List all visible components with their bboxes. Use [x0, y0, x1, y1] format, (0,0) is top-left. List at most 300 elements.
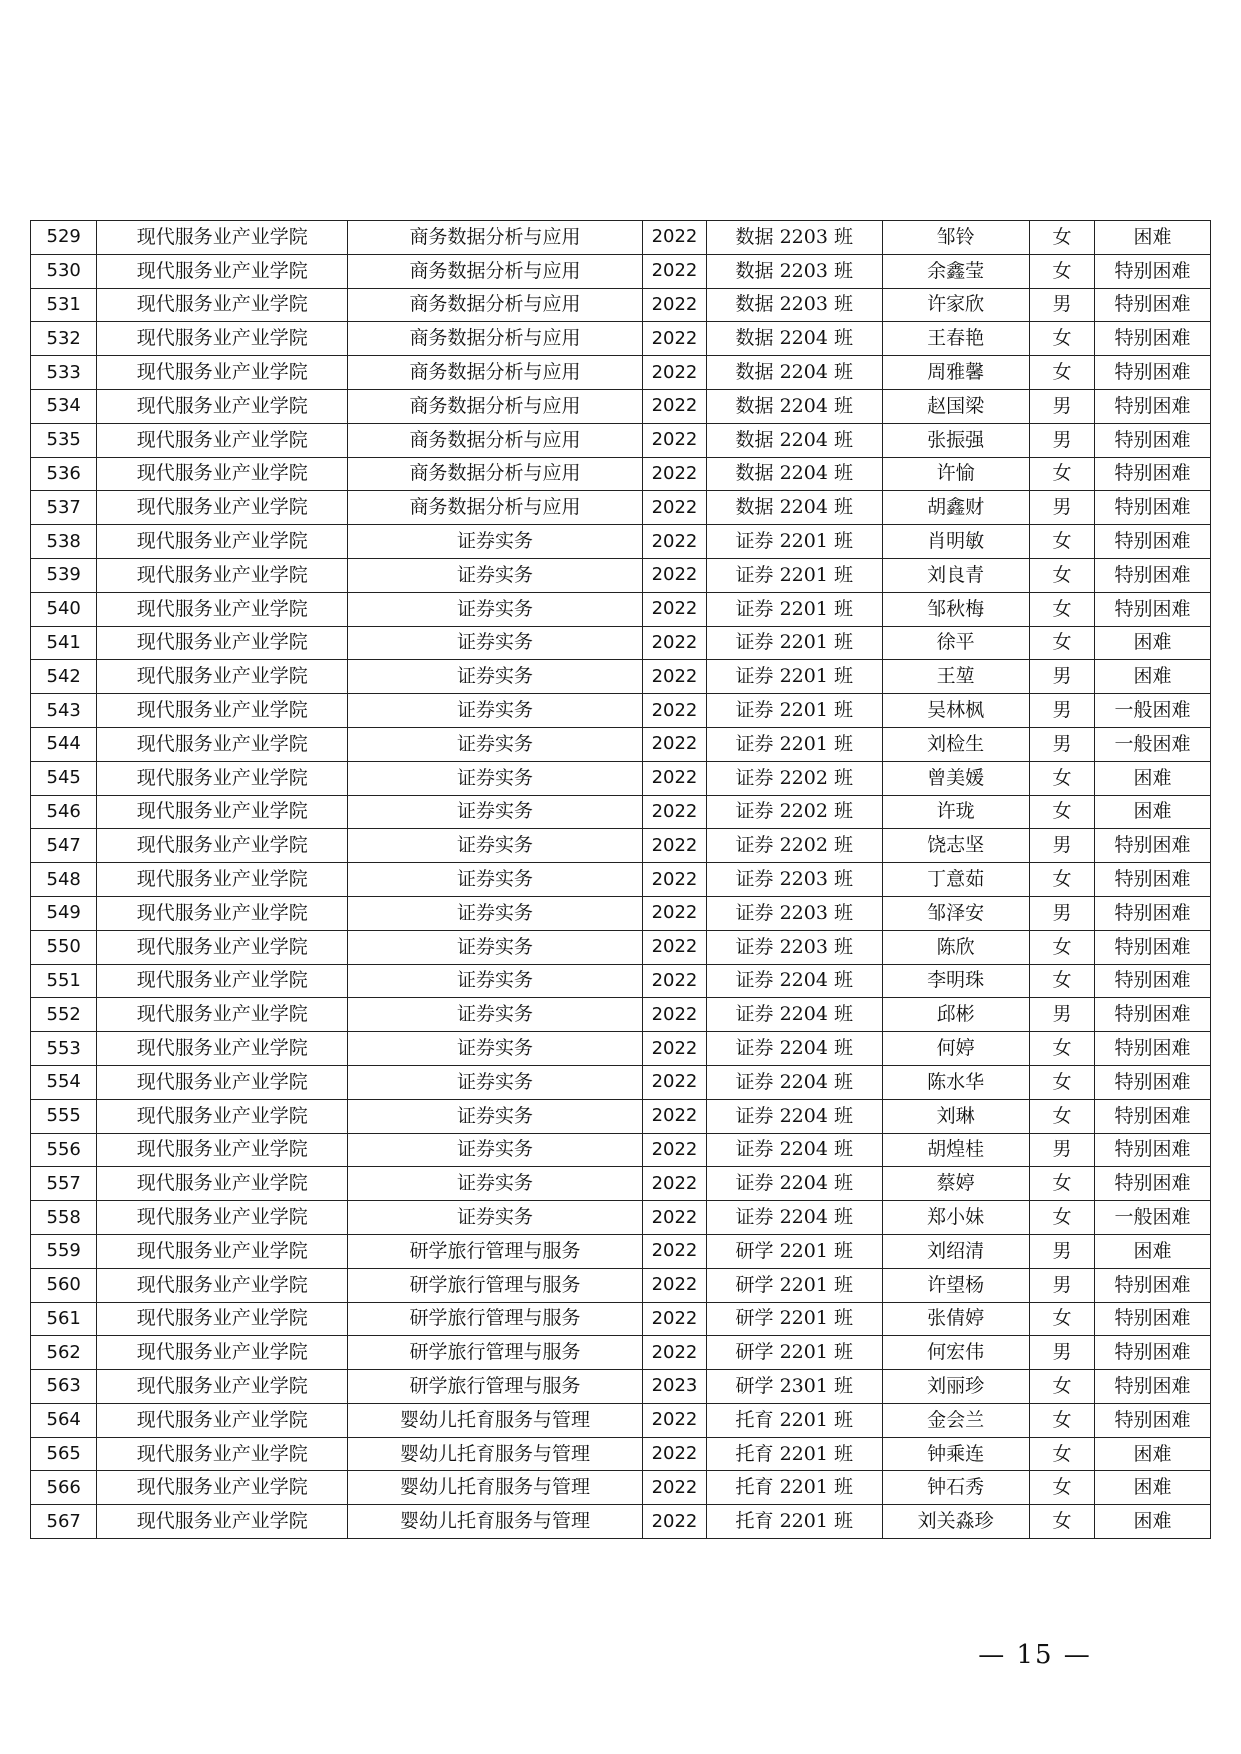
student-name-cell: 钟石秀	[882, 1471, 1029, 1505]
hardship-level-cell: 特别困难	[1095, 1336, 1211, 1370]
major-cell: 证券实务	[348, 930, 643, 964]
hardship-level-cell: 特别困难	[1095, 1403, 1211, 1437]
seq-number-cell: 531	[31, 288, 97, 322]
college-cell: 现代服务业产业学院	[97, 288, 348, 322]
class-cell: 证券 2203 班	[707, 863, 882, 897]
gender-cell: 男	[1029, 896, 1094, 930]
seq-number-cell: 534	[31, 389, 97, 423]
major-cell: 证券实务	[348, 795, 643, 829]
college-cell: 现代服务业产业学院	[97, 998, 348, 1032]
table-row	[31, 863, 1211, 897]
grade-cell: 2022	[642, 1505, 706, 1539]
class-cell: 证券 2203 班	[707, 896, 882, 930]
table-row	[31, 727, 1211, 761]
class-cell: 托育 2201 班	[707, 1437, 882, 1471]
major-cell: 证券实务	[348, 727, 643, 761]
seq-number-cell: 547	[31, 829, 97, 863]
gender-cell: 男	[1029, 829, 1094, 863]
student-name-cell: 赵国梁	[882, 389, 1029, 423]
hardship-level-cell: 一般困难	[1095, 694, 1211, 728]
grade-cell: 2022	[642, 254, 706, 288]
grade-cell: 2022	[642, 795, 706, 829]
class-cell: 证券 2201 班	[707, 525, 882, 559]
gender-cell: 女	[1029, 1065, 1094, 1099]
college-cell: 现代服务业产业学院	[97, 863, 348, 897]
student-name-cell: 徐平	[882, 626, 1029, 660]
class-cell: 证券 2204 班	[707, 1133, 882, 1167]
major-cell: 商务数据分析与应用	[348, 423, 643, 457]
gender-cell: 女	[1029, 1437, 1094, 1471]
college-cell: 现代服务业产业学院	[97, 1234, 348, 1268]
student-name-cell: 周雅馨	[882, 356, 1029, 390]
college-cell: 现代服务业产业学院	[97, 1065, 348, 1099]
table-row	[31, 288, 1211, 322]
hardship-level-cell: 一般困难	[1095, 1201, 1211, 1235]
gender-cell: 女	[1029, 592, 1094, 626]
college-cell: 现代服务业产业学院	[97, 221, 348, 255]
major-cell: 证券实务	[348, 1032, 643, 1066]
class-cell: 证券 2204 班	[707, 1065, 882, 1099]
class-cell: 托育 2201 班	[707, 1403, 882, 1437]
student-name-cell: 王堃	[882, 660, 1029, 694]
grade-cell: 2022	[642, 558, 706, 592]
table-row	[31, 1403, 1211, 1437]
gender-cell: 男	[1029, 694, 1094, 728]
student-name-cell: 余鑫莹	[882, 254, 1029, 288]
college-cell: 现代服务业产业学院	[97, 694, 348, 728]
gender-cell: 女	[1029, 221, 1094, 255]
table-row	[31, 1234, 1211, 1268]
grade-cell: 2022	[642, 491, 706, 525]
grade-cell: 2022	[642, 727, 706, 761]
gender-cell: 女	[1029, 1201, 1094, 1235]
seq-number-cell: 559	[31, 1234, 97, 1268]
grade-cell: 2022	[642, 1099, 706, 1133]
hardship-level-cell: 特别困难	[1095, 389, 1211, 423]
college-cell: 现代服务业产业学院	[97, 592, 348, 626]
grade-cell: 2022	[642, 626, 706, 660]
hardship-level-cell: 特别困难	[1095, 1268, 1211, 1302]
grade-cell: 2022	[642, 525, 706, 559]
seq-number-cell: 562	[31, 1336, 97, 1370]
hardship-level-cell: 特别困难	[1095, 592, 1211, 626]
grade-cell: 2022	[642, 356, 706, 390]
seq-number-cell: 553	[31, 1032, 97, 1066]
class-cell: 证券 2201 班	[707, 626, 882, 660]
table-row	[31, 1370, 1211, 1404]
class-cell: 数据 2204 班	[707, 457, 882, 491]
college-cell: 现代服务业产业学院	[97, 896, 348, 930]
hardship-level-cell: 特别困难	[1095, 423, 1211, 457]
gender-cell: 女	[1029, 1370, 1094, 1404]
student-name-cell: 张倩婷	[882, 1302, 1029, 1336]
class-cell: 数据 2204 班	[707, 423, 882, 457]
college-cell: 现代服务业产业学院	[97, 727, 348, 761]
table-row	[31, 356, 1211, 390]
gender-cell: 女	[1029, 863, 1094, 897]
gender-cell: 男	[1029, 423, 1094, 457]
hardship-level-cell: 特别困难	[1095, 457, 1211, 491]
student-roster-table	[30, 220, 1211, 1539]
major-cell: 证券实务	[348, 1201, 643, 1235]
grade-cell: 2023	[642, 1370, 706, 1404]
student-name-cell: 李明珠	[882, 964, 1029, 998]
hardship-level-cell: 特别困难	[1095, 998, 1211, 1032]
major-cell: 证券实务	[348, 863, 643, 897]
gender-cell: 男	[1029, 288, 1094, 322]
hardship-level-cell: 特别困难	[1095, 1065, 1211, 1099]
table-row	[31, 322, 1211, 356]
student-name-cell: 刘良青	[882, 558, 1029, 592]
hardship-level-cell: 特别困难	[1095, 964, 1211, 998]
grade-cell: 2022	[642, 288, 706, 322]
seq-number-cell: 556	[31, 1133, 97, 1167]
grade-cell: 2022	[642, 660, 706, 694]
table-row	[31, 1302, 1211, 1336]
hardship-level-cell: 特别困难	[1095, 930, 1211, 964]
college-cell: 现代服务业产业学院	[97, 1370, 348, 1404]
page-number: — 15 —	[978, 1640, 1092, 1670]
gender-cell: 男	[1029, 491, 1094, 525]
college-cell: 现代服务业产业学院	[97, 1437, 348, 1471]
student-name-cell: 陈水华	[882, 1065, 1029, 1099]
college-cell: 现代服务业产业学院	[97, 1167, 348, 1201]
seq-number-cell: 538	[31, 525, 97, 559]
major-cell: 证券实务	[348, 1065, 643, 1099]
gender-cell: 女	[1029, 1505, 1094, 1539]
student-name-cell: 金会兰	[882, 1403, 1029, 1437]
table-row	[31, 1471, 1211, 1505]
grade-cell: 2022	[642, 1234, 706, 1268]
hardship-level-cell: 困难	[1095, 1471, 1211, 1505]
grade-cell: 2022	[642, 829, 706, 863]
gender-cell: 男	[1029, 1336, 1094, 1370]
student-name-cell: 邹泽安	[882, 896, 1029, 930]
student-name-cell: 蔡婷	[882, 1167, 1029, 1201]
seq-number-cell: 550	[31, 930, 97, 964]
grade-cell: 2022	[642, 1032, 706, 1066]
class-cell: 证券 2201 班	[707, 694, 882, 728]
gender-cell: 男	[1029, 389, 1094, 423]
seq-number-cell: 561	[31, 1302, 97, 1336]
student-name-cell: 何婷	[882, 1032, 1029, 1066]
table-row	[31, 1437, 1211, 1471]
college-cell: 现代服务业产业学院	[97, 1471, 348, 1505]
seq-number-cell: 557	[31, 1167, 97, 1201]
table-row	[31, 1505, 1211, 1539]
major-cell: 商务数据分析与应用	[348, 288, 643, 322]
grade-cell: 2022	[642, 694, 706, 728]
class-cell: 证券 2201 班	[707, 727, 882, 761]
seq-number-cell: 567	[31, 1505, 97, 1539]
student-name-cell: 吴林枫	[882, 694, 1029, 728]
major-cell: 证券实务	[348, 1099, 643, 1133]
major-cell: 证券实务	[348, 525, 643, 559]
gender-cell: 男	[1029, 660, 1094, 694]
table-row	[31, 795, 1211, 829]
hardship-level-cell: 特别困难	[1095, 491, 1211, 525]
table-row	[31, 423, 1211, 457]
class-cell: 证券 2204 班	[707, 1099, 882, 1133]
grade-cell: 2022	[642, 592, 706, 626]
class-cell: 证券 2204 班	[707, 1201, 882, 1235]
table-row	[31, 221, 1211, 255]
grade-cell: 2022	[642, 863, 706, 897]
class-cell: 研学 2201 班	[707, 1336, 882, 1370]
seq-number-cell: 533	[31, 356, 97, 390]
class-cell: 证券 2204 班	[707, 964, 882, 998]
seq-number-cell: 566	[31, 1471, 97, 1505]
hardship-level-cell: 特别困难	[1095, 254, 1211, 288]
student-name-cell: 王春艳	[882, 322, 1029, 356]
seq-number-cell: 560	[31, 1268, 97, 1302]
gender-cell: 女	[1029, 930, 1094, 964]
seq-number-cell: 564	[31, 1403, 97, 1437]
gender-cell: 女	[1029, 1032, 1094, 1066]
hardship-level-cell: 困难	[1095, 761, 1211, 795]
hardship-level-cell: 特别困难	[1095, 1032, 1211, 1066]
major-cell: 证券实务	[348, 829, 643, 863]
seq-number-cell: 543	[31, 694, 97, 728]
class-cell: 托育 2201 班	[707, 1505, 882, 1539]
major-cell: 婴幼儿托育服务与管理	[348, 1505, 643, 1539]
seq-number-cell: 558	[31, 1201, 97, 1235]
student-name-cell: 郑小妹	[882, 1201, 1029, 1235]
gender-cell: 女	[1029, 558, 1094, 592]
major-cell: 证券实务	[348, 660, 643, 694]
college-cell: 现代服务业产业学院	[97, 1032, 348, 1066]
major-cell: 证券实务	[348, 694, 643, 728]
hardship-level-cell: 困难	[1095, 221, 1211, 255]
gender-cell: 女	[1029, 322, 1094, 356]
grade-cell: 2022	[642, 221, 706, 255]
gender-cell: 女	[1029, 761, 1094, 795]
table-row	[31, 896, 1211, 930]
roster-body	[31, 221, 1211, 1539]
student-name-cell: 饶志坚	[882, 829, 1029, 863]
seq-number-cell: 529	[31, 221, 97, 255]
table-row	[31, 254, 1211, 288]
major-cell: 证券实务	[348, 626, 643, 660]
class-cell: 数据 2203 班	[707, 221, 882, 255]
table-row	[31, 1065, 1211, 1099]
hardship-level-cell: 困难	[1095, 1437, 1211, 1471]
table-row	[31, 1201, 1211, 1235]
major-cell: 研学旅行管理与服务	[348, 1268, 643, 1302]
grade-cell: 2022	[642, 1336, 706, 1370]
major-cell: 证券实务	[348, 592, 643, 626]
class-cell: 研学 2301 班	[707, 1370, 882, 1404]
college-cell: 现代服务业产业学院	[97, 457, 348, 491]
major-cell: 证券实务	[348, 1133, 643, 1167]
seq-number-cell: 539	[31, 558, 97, 592]
seq-number-cell: 549	[31, 896, 97, 930]
class-cell: 证券 2202 班	[707, 829, 882, 863]
major-cell: 婴幼儿托育服务与管理	[348, 1471, 643, 1505]
major-cell: 商务数据分析与应用	[348, 491, 643, 525]
major-cell: 研学旅行管理与服务	[348, 1302, 643, 1336]
student-name-cell: 丁意茹	[882, 863, 1029, 897]
hardship-level-cell: 特别困难	[1095, 863, 1211, 897]
grade-cell: 2022	[642, 457, 706, 491]
grade-cell: 2022	[642, 1201, 706, 1235]
student-name-cell: 许家欣	[882, 288, 1029, 322]
table-row	[31, 829, 1211, 863]
major-cell: 商务数据分析与应用	[348, 254, 643, 288]
hardship-level-cell: 困难	[1095, 795, 1211, 829]
major-cell: 研学旅行管理与服务	[348, 1234, 643, 1268]
table-row	[31, 660, 1211, 694]
seq-number-cell: 541	[31, 626, 97, 660]
student-name-cell: 邱彬	[882, 998, 1029, 1032]
table-row	[31, 694, 1211, 728]
major-cell: 婴幼儿托育服务与管理	[348, 1403, 643, 1437]
major-cell: 证券实务	[348, 964, 643, 998]
hardship-level-cell: 特别困难	[1095, 1167, 1211, 1201]
grade-cell: 2022	[642, 423, 706, 457]
class-cell: 数据 2204 班	[707, 322, 882, 356]
table-row	[31, 558, 1211, 592]
class-cell: 研学 2201 班	[707, 1234, 882, 1268]
grade-cell: 2022	[642, 964, 706, 998]
college-cell: 现代服务业产业学院	[97, 423, 348, 457]
college-cell: 现代服务业产业学院	[97, 558, 348, 592]
grade-cell: 2022	[642, 998, 706, 1032]
college-cell: 现代服务业产业学院	[97, 389, 348, 423]
class-cell: 证券 2204 班	[707, 1167, 882, 1201]
class-cell: 证券 2201 班	[707, 660, 882, 694]
college-cell: 现代服务业产业学院	[97, 795, 348, 829]
grade-cell: 2022	[642, 1268, 706, 1302]
table-row	[31, 1133, 1211, 1167]
college-cell: 现代服务业产业学院	[97, 1099, 348, 1133]
seq-number-cell: 563	[31, 1370, 97, 1404]
class-cell: 证券 2202 班	[707, 795, 882, 829]
class-cell: 证券 2201 班	[707, 558, 882, 592]
student-name-cell: 许望杨	[882, 1268, 1029, 1302]
table-row	[31, 1099, 1211, 1133]
hardship-level-cell: 一般困难	[1095, 727, 1211, 761]
gender-cell: 女	[1029, 1167, 1094, 1201]
gender-cell: 女	[1029, 1099, 1094, 1133]
grade-cell: 2022	[642, 761, 706, 795]
student-name-cell: 曾美媛	[882, 761, 1029, 795]
student-name-cell: 邹铃	[882, 221, 1029, 255]
college-cell: 现代服务业产业学院	[97, 1336, 348, 1370]
table-row	[31, 457, 1211, 491]
grade-cell: 2022	[642, 1437, 706, 1471]
gender-cell: 女	[1029, 626, 1094, 660]
seq-number-cell: 546	[31, 795, 97, 829]
college-cell: 现代服务业产业学院	[97, 1268, 348, 1302]
hardship-level-cell: 困难	[1095, 660, 1211, 694]
college-cell: 现代服务业产业学院	[97, 491, 348, 525]
college-cell: 现代服务业产业学院	[97, 1403, 348, 1437]
grade-cell: 2022	[642, 896, 706, 930]
seq-number-cell: 537	[31, 491, 97, 525]
major-cell: 商务数据分析与应用	[348, 322, 643, 356]
class-cell: 研学 2201 班	[707, 1302, 882, 1336]
college-cell: 现代服务业产业学院	[97, 930, 348, 964]
gender-cell: 女	[1029, 356, 1094, 390]
major-cell: 证券实务	[348, 761, 643, 795]
student-name-cell: 胡鑫财	[882, 491, 1029, 525]
college-cell: 现代服务业产业学院	[97, 1302, 348, 1336]
hardship-level-cell: 特别困难	[1095, 558, 1211, 592]
seq-number-cell: 551	[31, 964, 97, 998]
table-row	[31, 1032, 1211, 1066]
gender-cell: 男	[1029, 998, 1094, 1032]
seq-number-cell: 565	[31, 1437, 97, 1471]
hardship-level-cell: 特别困难	[1095, 322, 1211, 356]
major-cell: 婴幼儿托育服务与管理	[348, 1437, 643, 1471]
college-cell: 现代服务业产业学院	[97, 660, 348, 694]
major-cell: 研学旅行管理与服务	[348, 1370, 643, 1404]
major-cell: 商务数据分析与应用	[348, 457, 643, 491]
major-cell: 证券实务	[348, 998, 643, 1032]
gender-cell: 男	[1029, 1133, 1094, 1167]
student-name-cell: 肖明敏	[882, 525, 1029, 559]
class-cell: 研学 2201 班	[707, 1268, 882, 1302]
student-name-cell: 许愉	[882, 457, 1029, 491]
class-cell: 证券 2203 班	[707, 930, 882, 964]
grade-cell: 2022	[642, 1471, 706, 1505]
hardship-level-cell: 特别困难	[1095, 356, 1211, 390]
gender-cell: 女	[1029, 964, 1094, 998]
grade-cell: 2022	[642, 1133, 706, 1167]
table-row	[31, 930, 1211, 964]
student-name-cell: 刘关淼珍	[882, 1505, 1029, 1539]
student-name-cell: 刘检生	[882, 727, 1029, 761]
table-row	[31, 964, 1211, 998]
college-cell: 现代服务业产业学院	[97, 356, 348, 390]
table-row	[31, 626, 1211, 660]
student-name-cell: 许珑	[882, 795, 1029, 829]
class-cell: 证券 2204 班	[707, 998, 882, 1032]
seq-number-cell: 540	[31, 592, 97, 626]
college-cell: 现代服务业产业学院	[97, 322, 348, 356]
hardship-level-cell: 特别困难	[1095, 1133, 1211, 1167]
grade-cell: 2022	[642, 930, 706, 964]
class-cell: 数据 2203 班	[707, 288, 882, 322]
college-cell: 现代服务业产业学院	[97, 525, 348, 559]
table-row	[31, 761, 1211, 795]
gender-cell: 女	[1029, 1471, 1094, 1505]
hardship-level-cell: 困难	[1095, 626, 1211, 660]
gender-cell: 男	[1029, 727, 1094, 761]
gender-cell: 男	[1029, 1268, 1094, 1302]
gender-cell: 女	[1029, 1403, 1094, 1437]
table-row	[31, 525, 1211, 559]
hardship-level-cell: 特别困难	[1095, 525, 1211, 559]
table-row	[31, 998, 1211, 1032]
student-name-cell: 何宏伟	[882, 1336, 1029, 1370]
grade-cell: 2022	[642, 1403, 706, 1437]
hardship-level-cell: 特别困难	[1095, 829, 1211, 863]
college-cell: 现代服务业产业学院	[97, 964, 348, 998]
class-cell: 数据 2204 班	[707, 491, 882, 525]
seq-number-cell: 535	[31, 423, 97, 457]
college-cell: 现代服务业产业学院	[97, 626, 348, 660]
seq-number-cell: 555	[31, 1099, 97, 1133]
table-row	[31, 1336, 1211, 1370]
class-cell: 证券 2201 班	[707, 592, 882, 626]
seq-number-cell: 532	[31, 322, 97, 356]
student-name-cell: 刘丽珍	[882, 1370, 1029, 1404]
seq-number-cell: 548	[31, 863, 97, 897]
class-cell: 数据 2204 班	[707, 356, 882, 390]
grade-cell: 2022	[642, 1167, 706, 1201]
